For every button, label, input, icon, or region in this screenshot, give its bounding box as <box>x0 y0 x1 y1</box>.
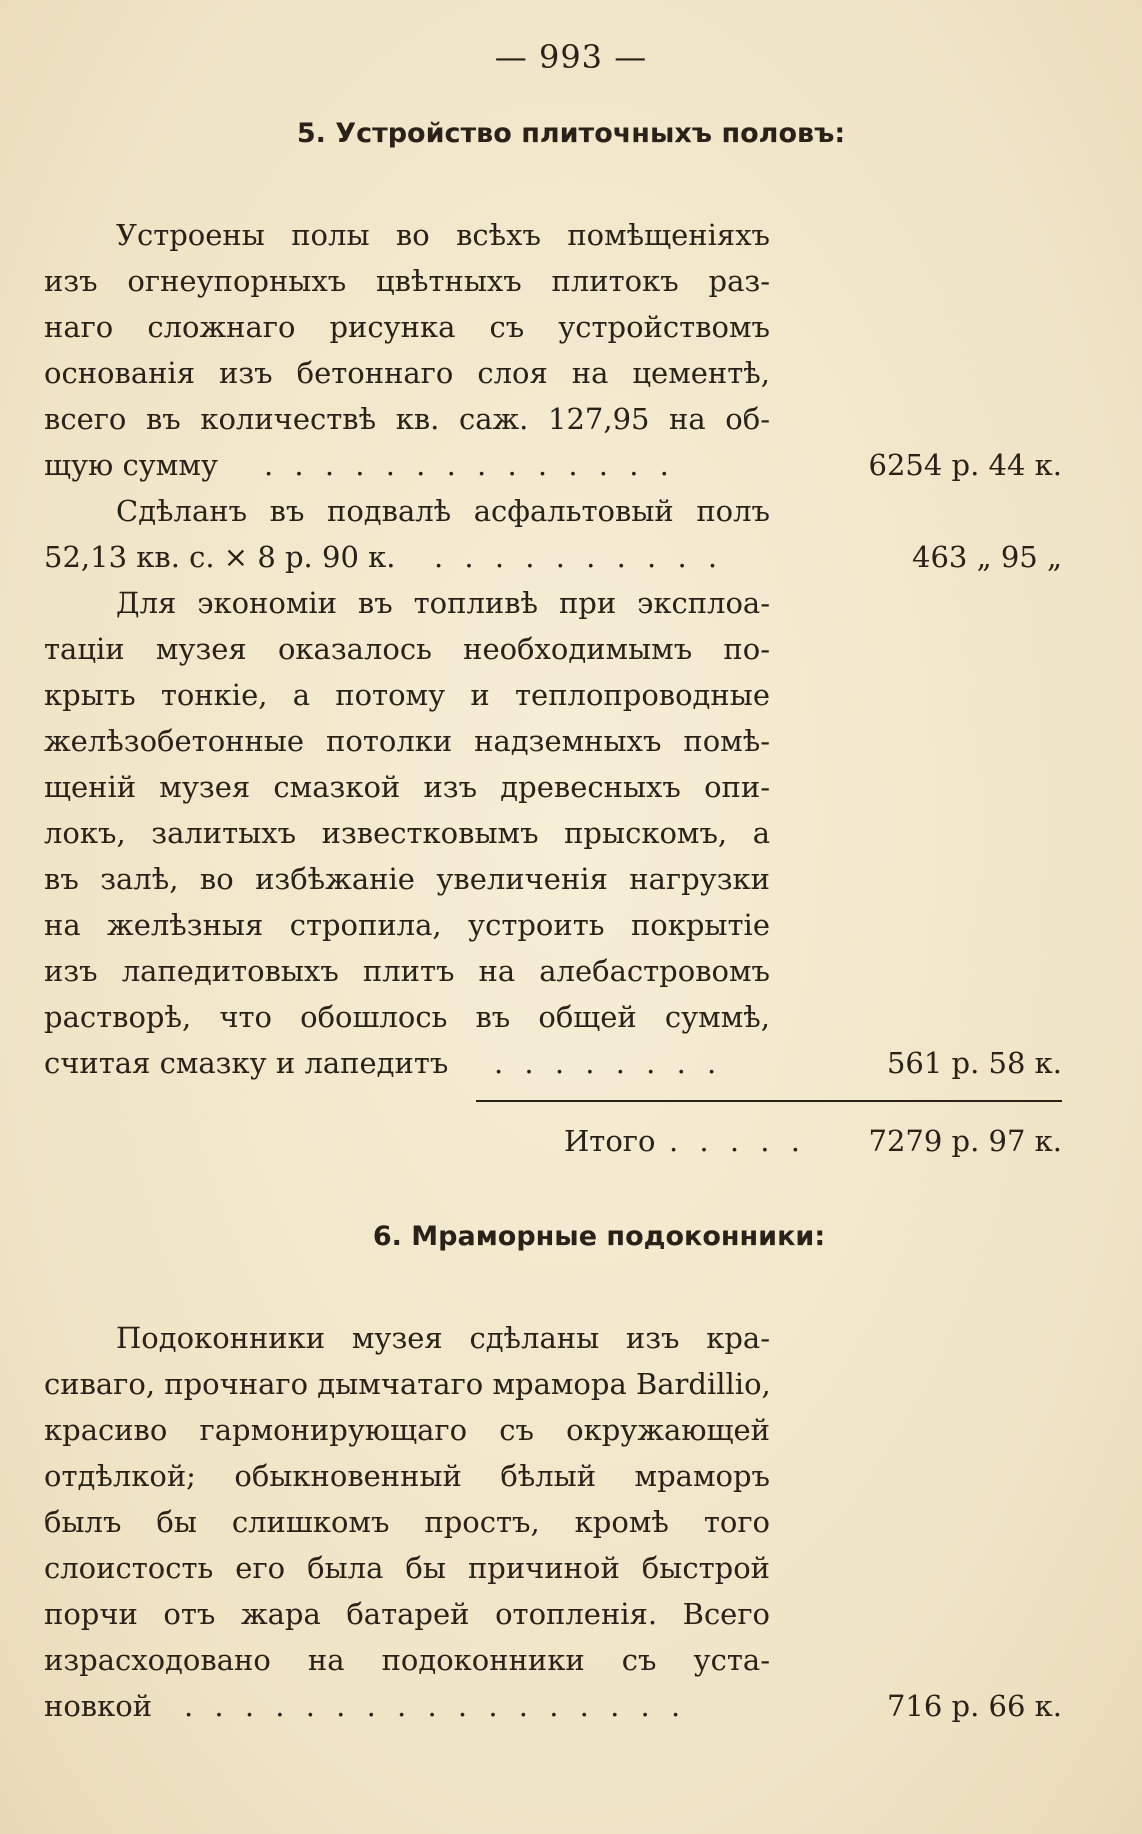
text-line <box>44 1315 1062 1361</box>
leader-dots: . . . . . . . . . . . . . . <box>264 448 675 482</box>
text-line <box>44 258 1062 304</box>
line-text: Подоконники музея сдѣланы изъ кра- <box>116 1321 770 1355</box>
line-text: сиваго, прочнаго дымчатаго мрамора Bardillio, <box>44 1367 771 1401</box>
amount: 463 „ 95 „ <box>912 540 1062 574</box>
text-line <box>44 1453 1062 1499</box>
amount: 561 р. 58 к. <box>886 1046 1062 1080</box>
leader-dots: . . . . . . . . <box>494 1046 723 1080</box>
ledger-line <box>44 442 1062 488</box>
line-text: изъ огнеупорныхъ цвѣтныхъ плитокъ раз- <box>44 264 770 298</box>
line-text: въ залѣ, во избѣжаніе увеличенія нагрузки <box>44 862 770 896</box>
line-text: крыть тонкіе, а потому и теплопроводные <box>44 678 770 712</box>
leader-dots: . . . . . <box>669 1124 806 1158</box>
line-text: Для экономіи въ топливѣ при эксплоа- <box>116 586 770 620</box>
line-text: 52,13 кв. с. × 8 р. 90 к. <box>44 540 396 574</box>
text-line <box>44 764 1062 810</box>
text-line <box>44 350 1062 396</box>
text-line <box>44 1499 1062 1545</box>
line-text: новкой <box>44 1689 153 1723</box>
text-line <box>44 994 1062 1040</box>
line-text: на желѣзныя стропила, устроить покрытіе <box>44 908 770 942</box>
line-text: красиво гармонирующаго съ окружающей <box>44 1413 770 1447</box>
text-line <box>44 672 1062 718</box>
ledger-line <box>44 534 1062 580</box>
line-text: Устроены полы во всѣхъ помѣщеніяхъ <box>116 218 770 252</box>
line-text: щеній музея смазкой изъ древесныхъ опи- <box>44 770 770 804</box>
leader-dots: . . . . . . . . . . . . . . . . . <box>184 1689 687 1723</box>
section-6-heading: 6. Мраморные подоконники: <box>372 1221 826 1252</box>
total-rule <box>476 1100 1062 1102</box>
line-text: отдѣлкой; обыкновенный бѣлый мраморъ <box>44 1459 770 1493</box>
text-line <box>44 488 1062 534</box>
text-line <box>44 1591 1062 1637</box>
text-line <box>44 580 1062 626</box>
line-text: считая смазку и лапедитъ <box>44 1046 449 1080</box>
total-label: Итого <box>564 1124 656 1158</box>
ledger-line <box>44 1040 1062 1086</box>
leader-dots: . . . . . . . . . . <box>434 540 724 574</box>
text-line <box>44 902 1062 948</box>
line-text: растворѣ, что обошлось въ общей суммѣ, <box>44 1000 770 1034</box>
text-line <box>44 810 1062 856</box>
line-text: израсходовано на подоконники съ уста- <box>44 1643 770 1677</box>
line-text: локъ, залитыхъ известковымъ прыскомъ, а <box>44 816 770 850</box>
total-line <box>44 1118 1062 1164</box>
text-line <box>44 1637 1062 1683</box>
text-line <box>44 396 1062 442</box>
line-text: основанія изъ бетоннаго слоя на цементѣ, <box>44 356 770 390</box>
line-text: изъ лапедитовыхъ плитъ на алебастровомъ <box>44 954 770 988</box>
line-text: наго сложнаго рисунка съ устройствомъ <box>44 310 770 344</box>
line-text: всего въ количествѣ кв. саж. 127,95 на об- <box>44 402 770 436</box>
page-number: — 993 — <box>494 38 648 76</box>
text-line <box>44 304 1062 350</box>
line-text: желѣзобетонные потолки надземныхъ помѣ- <box>44 724 770 758</box>
text-line <box>44 948 1062 994</box>
section-5-heading: 5. Устройство плиточныхъ половъ: <box>296 118 846 149</box>
total-amount: 7279 р. 97 к. <box>868 1124 1062 1158</box>
text-line <box>44 1407 1062 1453</box>
line-text: щую сумму <box>44 448 218 482</box>
text-line <box>44 626 1062 672</box>
amount: 6254 р. 44 к. <box>868 448 1062 482</box>
ledger-line <box>44 1683 1062 1729</box>
amount: 716 р. 66 к. <box>886 1689 1062 1723</box>
line-text: былъ бы слишкомъ простъ, кромѣ того <box>44 1505 770 1539</box>
line-text: таціи музея оказалось необходимымъ по- <box>44 632 770 666</box>
text-line <box>44 1545 1062 1591</box>
line-text: слоистость его была бы причиной быстрой <box>44 1551 770 1585</box>
text-line <box>44 1361 1062 1407</box>
text-line <box>44 212 1062 258</box>
line-text: порчи отъ жара батарей отопленія. Всего <box>44 1597 770 1631</box>
line-text: Сдѣланъ въ подвалѣ асфальтовый полъ <box>116 494 770 528</box>
text-line <box>44 718 1062 764</box>
text-line <box>44 856 1062 902</box>
